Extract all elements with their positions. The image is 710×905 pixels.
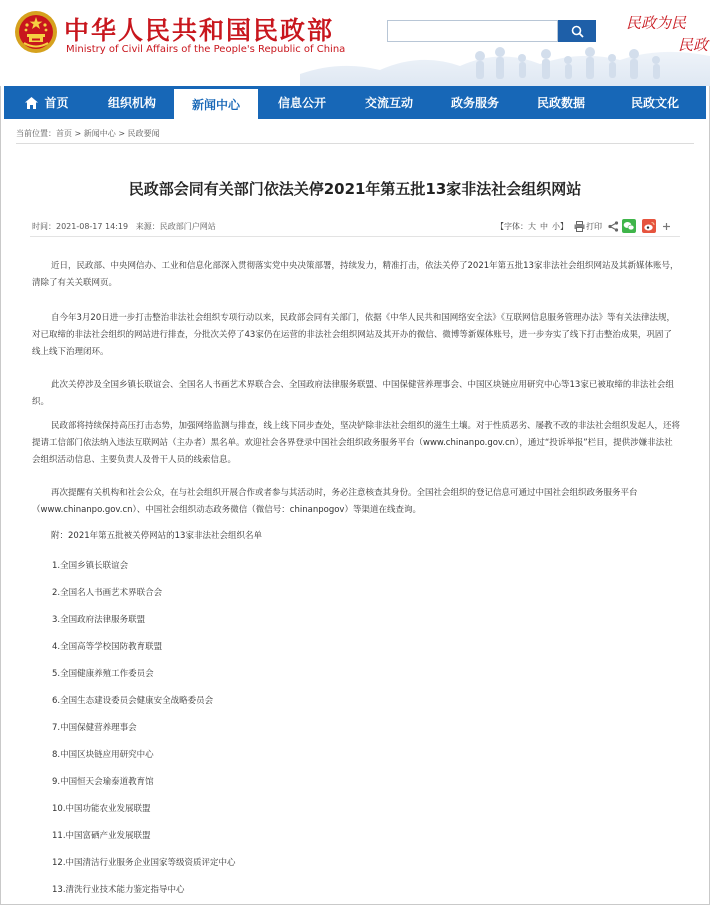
share-icon (608, 221, 619, 232)
site-title-english: Ministry of Civil Affairs of the People's Republic of China (66, 44, 346, 55)
breadcrumb (16, 128, 160, 139)
main-nav (4, 86, 706, 119)
nav-item-label: 交流互动 (364, 96, 413, 110)
plus-icon (662, 222, 671, 231)
nav-item-label: 组织机构 (107, 96, 156, 110)
nav-item-interaction[interactable] (346, 86, 432, 119)
nav-item-label: 民政数据 (536, 96, 585, 110)
list-item: 3.全国政府法律服务联盟 (52, 615, 146, 625)
weibo-icon (642, 219, 656, 233)
article-paragraph: 自今年3月20日进一步打击整治非法社会组织专项行动以来，民政部会同有关部门，依据《中华人民共和国网络安全法》《互联网信息服务管理办法》等有关法律法规，对已取缔的非法社会组织的网站进行排查，分批次关停了43家仍在运营的非法社会组织网站及其开办的微信、微博等新媒体账号，进一步夯实了线下打击整治成果，巩固了线上线下治理闭环。 (32, 313, 675, 357)
national-emblem-icon (14, 10, 58, 54)
list-item: 6.全国生态建设委员会健康安全战略委员会 (52, 696, 214, 706)
article-tools (496, 219, 673, 233)
nav-item-news[interactable] (174, 86, 258, 119)
article-paragraph: 此次关停涉及全国乡镇长联谊会、全国名人书画艺术界联合会、全国政府法律服务联盟、中国保健营养理事会、中国区块链应用研究中心等13家已被取缔的非法社会组织。 (32, 380, 674, 407)
print-label[interactable]: 打印 (586, 221, 602, 231)
nav-item-home[interactable] (4, 86, 90, 119)
list-item: 4.全国高等学校国防教育联盟 (52, 642, 163, 652)
list-item: 9.中国恒天会瑜泰道教育馆 (52, 777, 154, 787)
list-item: 11.中国富硒产业发展联盟 (52, 831, 151, 841)
breadcrumb-separator: > (115, 129, 128, 138)
wechat-icon (622, 219, 636, 233)
nav-item-label: 新闻中心 (191, 97, 240, 112)
nav-item-label: 信息公开 (277, 96, 326, 110)
nav-item-label: 首页 (44, 96, 69, 110)
divider (30, 236, 680, 237)
list-item: 8.中国区块链应用研究中心 (52, 750, 154, 760)
nav-item-organization[interactable] (90, 86, 174, 119)
article-meta (32, 221, 216, 232)
share-button[interactable] (606, 219, 620, 233)
article-paragraph: 民政部将持续保持高压打击态势，加强网络监测与排查，线上线下同步查处，坚决铲除非法社会组织的滋生土壤。对于性质恶劣、屡教不改的非法社会组织发起人，还将提请工信部门依法纳入违法互联网站（主办者）黑名单。欢迎社会各界登录中国社会组织政务服务平台（www.chinanpo.gov.cn），通过“投诉举报”栏目，提供涉嫌非法社会组织活动信息、主要负责人及骨干人员的线索信息。 (32, 421, 681, 465)
list-item: 2.全国名人书画艺术界联合会 (52, 588, 163, 598)
search-button[interactable] (558, 20, 596, 42)
article-title: 民政部会同有关部门依法关停2021年第五批13家非法社会组织网站 (128, 180, 582, 198)
breadcrumb-item-news[interactable]: 新闻中心 (83, 129, 116, 138)
nav-item-culture[interactable] (604, 86, 706, 119)
article-paragraph: 近日，民政部、中央网信办、工业和信息化部深入贯彻落实党中央决策部署，持续发力，精准打击，依法关停了2021年第五批13家非法社会组织网站及其新媒体账号，清除了有关关联网页。 (32, 261, 679, 288)
nav-item-info-disclosure[interactable] (258, 86, 346, 119)
home-icon (25, 97, 38, 109)
print-icon (574, 221, 585, 232)
more-share-button[interactable] (659, 219, 673, 233)
weibo-share-button[interactable] (642, 219, 656, 233)
font-size-end: 】 (560, 221, 568, 231)
list-item: 1.全国乡镇长联谊会 (52, 561, 129, 571)
breadcrumb-item-home[interactable]: 首页 (56, 129, 72, 138)
font-medium-button[interactable]: 中 (540, 221, 548, 231)
divider (16, 143, 694, 144)
site-header (0, 0, 710, 86)
print-button[interactable] (572, 219, 586, 233)
list-item: 12.中国清洁行业服务企业国家等级资质评定中心 (52, 858, 236, 868)
article-time: 时间：2021-08-17 14:19 (32, 222, 129, 231)
nav-item-services[interactable] (432, 86, 518, 119)
slogan-line-2: 民政 (678, 36, 709, 54)
article-source: 来源：民政部门户网站 (135, 222, 216, 231)
font-small-button[interactable]: 小 (552, 221, 560, 231)
wechat-share-button[interactable] (622, 219, 636, 233)
breadcrumb-separator: > (72, 129, 84, 138)
list-item: 7.中国保健营养理事会 (52, 723, 137, 733)
list-item: 10.中国功能农业发展联盟 (52, 804, 151, 814)
breadcrumb-item-highlights[interactable]: 民政要闻 (127, 129, 160, 138)
font-large-button[interactable]: 大 (528, 221, 536, 231)
article-paragraph: 附：2021年第五批被关停网站的13家非法社会组织名单 (51, 531, 262, 541)
breadcrumb-prefix: 当前位置： (16, 129, 56, 138)
search-input[interactable] (387, 20, 558, 42)
search-icon (571, 25, 584, 38)
nav-item-data[interactable] (518, 86, 604, 119)
nav-item-label: 民政文化 (630, 96, 679, 110)
nav-item-label: 政务服务 (450, 96, 499, 110)
font-size-label: 【字体： (496, 221, 528, 231)
slogan-line-1: 民政为民 (626, 14, 687, 32)
list-item: 5.全国健康养殖工作委员会 (52, 669, 154, 679)
list-item: 13.清洗行业技术能力鉴定指导中心 (52, 885, 185, 895)
site-title[interactable]: 中华人民共和国民政部 (64, 16, 335, 45)
article-paragraph: 再次提醒有关机构和社会公众，在与社会组织开展合作或者参与其活动时，务必注意核查其身份。全国社会组织的登记信息可通过中国社会组织政务服务平台（www.chinanpo.gov.cn）、中国社会组织动态政务微信（微信号：chinanpogov）等渠道在线查询。 (32, 488, 638, 515)
